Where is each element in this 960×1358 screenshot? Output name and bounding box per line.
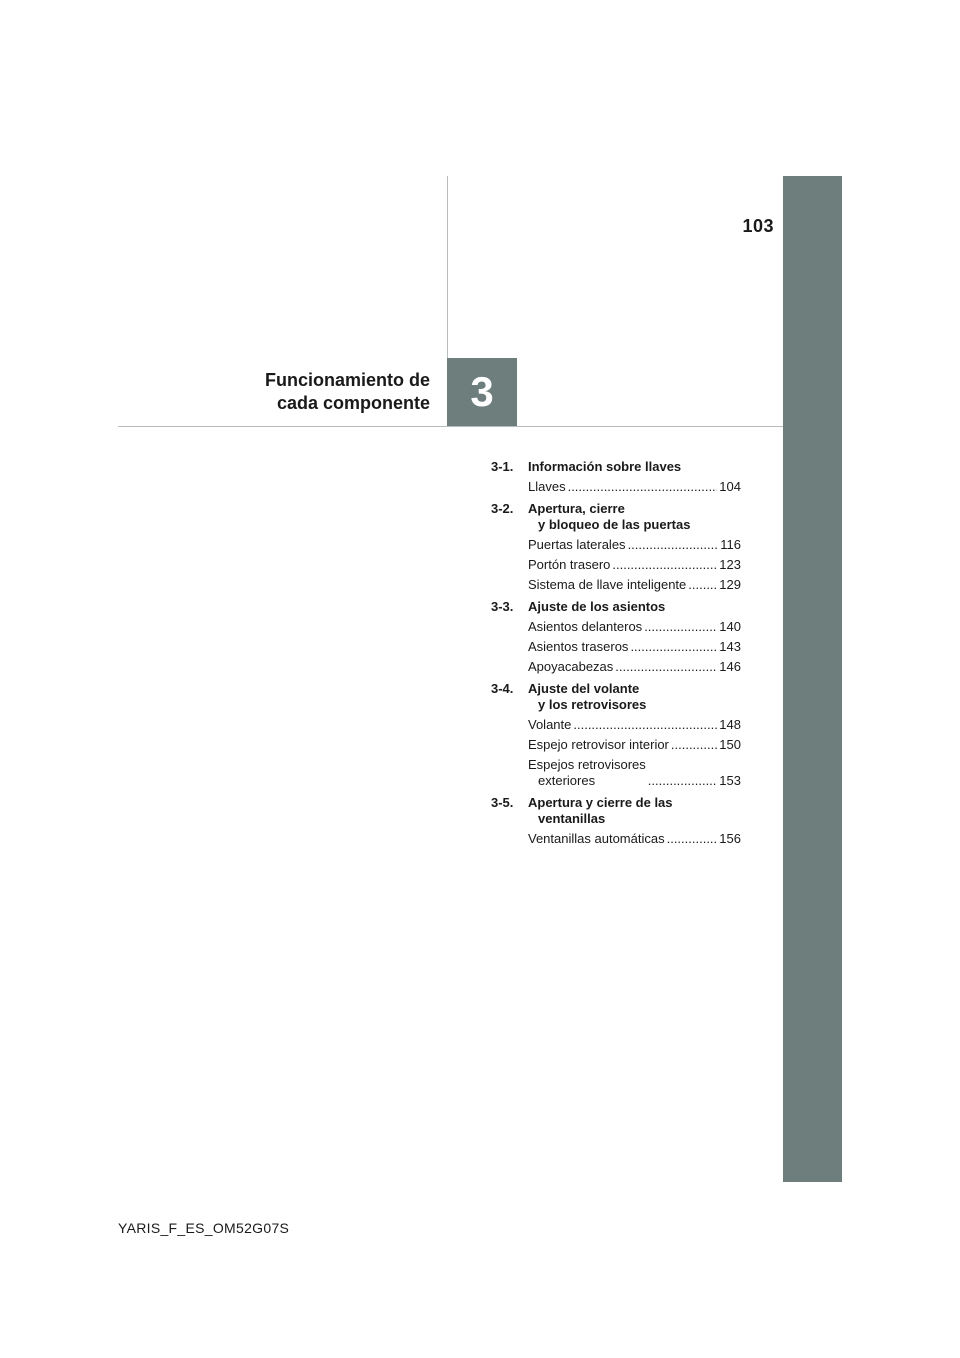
toc-dot-leader: [667, 831, 718, 847]
toc-section-heading[interactable]: [491, 795, 741, 827]
chapter-number: 3: [470, 368, 494, 415]
toc-entry[interactable]: [491, 717, 741, 733]
toc-entry-label: [528, 757, 646, 789]
toc-dot-leader: [688, 577, 717, 593]
toc-entry-page: 146: [719, 659, 741, 674]
toc-section: [491, 795, 741, 847]
toc-entry-page: 116: [720, 537, 741, 552]
toc-entry-label-line: Puertas laterales: [528, 537, 626, 552]
toc-entry[interactable]: [491, 537, 741, 553]
toc-section: [491, 599, 741, 675]
toc-entry-page: 150: [719, 737, 741, 752]
toc-entry-label-line: Ventanillas automáticas: [528, 831, 665, 846]
toc-section-number: 3-4.: [491, 681, 514, 696]
toc-dot-leader: [671, 737, 717, 753]
toc-section-title-line: Información sobre llaves: [528, 459, 682, 474]
toc-entry[interactable]: [491, 557, 741, 573]
toc-entry-label: [528, 479, 566, 495]
toc-entry-label-line: Asientos traseros: [528, 639, 629, 654]
toc-section-title: [528, 681, 741, 713]
chapter-number-box: [447, 358, 517, 426]
toc-entry-page: 104: [719, 479, 741, 494]
toc-section-title-line: ventanillas: [538, 811, 606, 826]
toc-entry-label: [528, 737, 669, 753]
toc-entry[interactable]: [491, 619, 741, 635]
toc-section-title-line: Apertura, cierre: [528, 501, 625, 516]
toc-section: [491, 501, 741, 593]
toc-section-heading[interactable]: [491, 681, 741, 713]
table-of-contents: [491, 459, 741, 853]
toc-entry-label-line: Llaves: [528, 479, 566, 494]
toc-section-title-line: Ajuste del volante: [528, 681, 640, 696]
toc-section-heading[interactable]: [491, 599, 741, 615]
toc-section-number: 3-5.: [491, 795, 514, 810]
chapter-side-tab: [783, 176, 842, 1182]
toc-entry-label: [528, 557, 610, 573]
toc-entry-label-line: Volante: [528, 717, 572, 732]
toc-entry-label-line: Espejos retrovisores: [528, 757, 646, 772]
toc-section-title-line: y los retrovisores: [538, 697, 647, 712]
toc-entry-page: 143: [719, 639, 741, 654]
toc-entry-label-line: Espejo retrovisor interior: [528, 737, 669, 752]
document-code: YARIS_F_ES_OM52G07S: [118, 1220, 290, 1236]
toc-section-heading[interactable]: [491, 459, 741, 475]
toc-entry-label-line: Sistema de llave inteligente: [528, 577, 687, 592]
toc-entry-label-line: Asientos delanteros: [528, 619, 643, 634]
toc-entry-label: [528, 831, 665, 847]
toc-entry-page: 140: [719, 619, 741, 634]
chapter-title-line-2: cada componente: [276, 393, 430, 413]
toc-entry[interactable]: [491, 757, 741, 789]
toc-entry-page: 123: [719, 557, 741, 572]
toc-entry-label: [528, 639, 628, 655]
toc-section-number: 3-2.: [491, 501, 514, 516]
toc-dot-leader: [630, 639, 717, 655]
toc-dot-leader: [612, 557, 717, 573]
toc-dot-leader: [568, 479, 718, 495]
toc-section: [491, 681, 741, 789]
toc-entry-page: 156: [719, 831, 741, 846]
toc-entry-label: [528, 577, 686, 593]
toc-entry[interactable]: [491, 659, 741, 675]
toc-section-heading[interactable]: [491, 501, 741, 533]
toc-section: [491, 459, 741, 495]
toc-entry[interactable]: [491, 577, 741, 593]
toc-entry-label: [528, 619, 642, 635]
toc-section-title: [528, 795, 741, 827]
toc-entry-label-line: exteriores: [538, 773, 596, 788]
toc-dot-leader: [615, 659, 717, 675]
toc-dot-leader: [644, 619, 717, 635]
toc-entry-label: [528, 659, 613, 675]
toc-section-number: 3-3.: [491, 599, 514, 614]
page-number: 103: [742, 216, 774, 236]
toc-section-title: [528, 459, 741, 475]
toc-entry-label-line: Portón trasero: [528, 557, 611, 572]
toc-entry-page: 148: [719, 717, 741, 732]
toc-section-title-line: y bloqueo de las puertas: [538, 517, 691, 532]
toc-entry-page: 129: [719, 577, 741, 592]
chapter-title-line-1: Funcionamiento de: [264, 370, 430, 390]
toc-entry-label: [528, 537, 626, 553]
toc-dot-leader: [648, 773, 718, 789]
toc-entry[interactable]: [491, 737, 741, 753]
toc-dot-leader: [573, 717, 717, 733]
toc-dot-leader: [628, 537, 719, 553]
toc-entry[interactable]: [491, 639, 741, 655]
horizontal-divider: [118, 426, 783, 427]
toc-entry[interactable]: [491, 479, 741, 495]
toc-entry-page: 153: [719, 773, 741, 788]
toc-section-title-line: Apertura y cierre de las: [528, 795, 673, 810]
chapter-title: [200, 369, 430, 415]
toc-section-title: [528, 599, 741, 615]
toc-entry-label: [528, 717, 571, 733]
toc-entry-label-line: Apoyacabezas: [528, 659, 614, 674]
vertical-divider: [447, 176, 448, 358]
toc-section-title: [528, 501, 741, 533]
toc-section-title-line: Ajuste de los asientos: [528, 599, 666, 614]
toc-section-number: 3-1.: [491, 459, 514, 474]
toc-entry[interactable]: [491, 831, 741, 847]
